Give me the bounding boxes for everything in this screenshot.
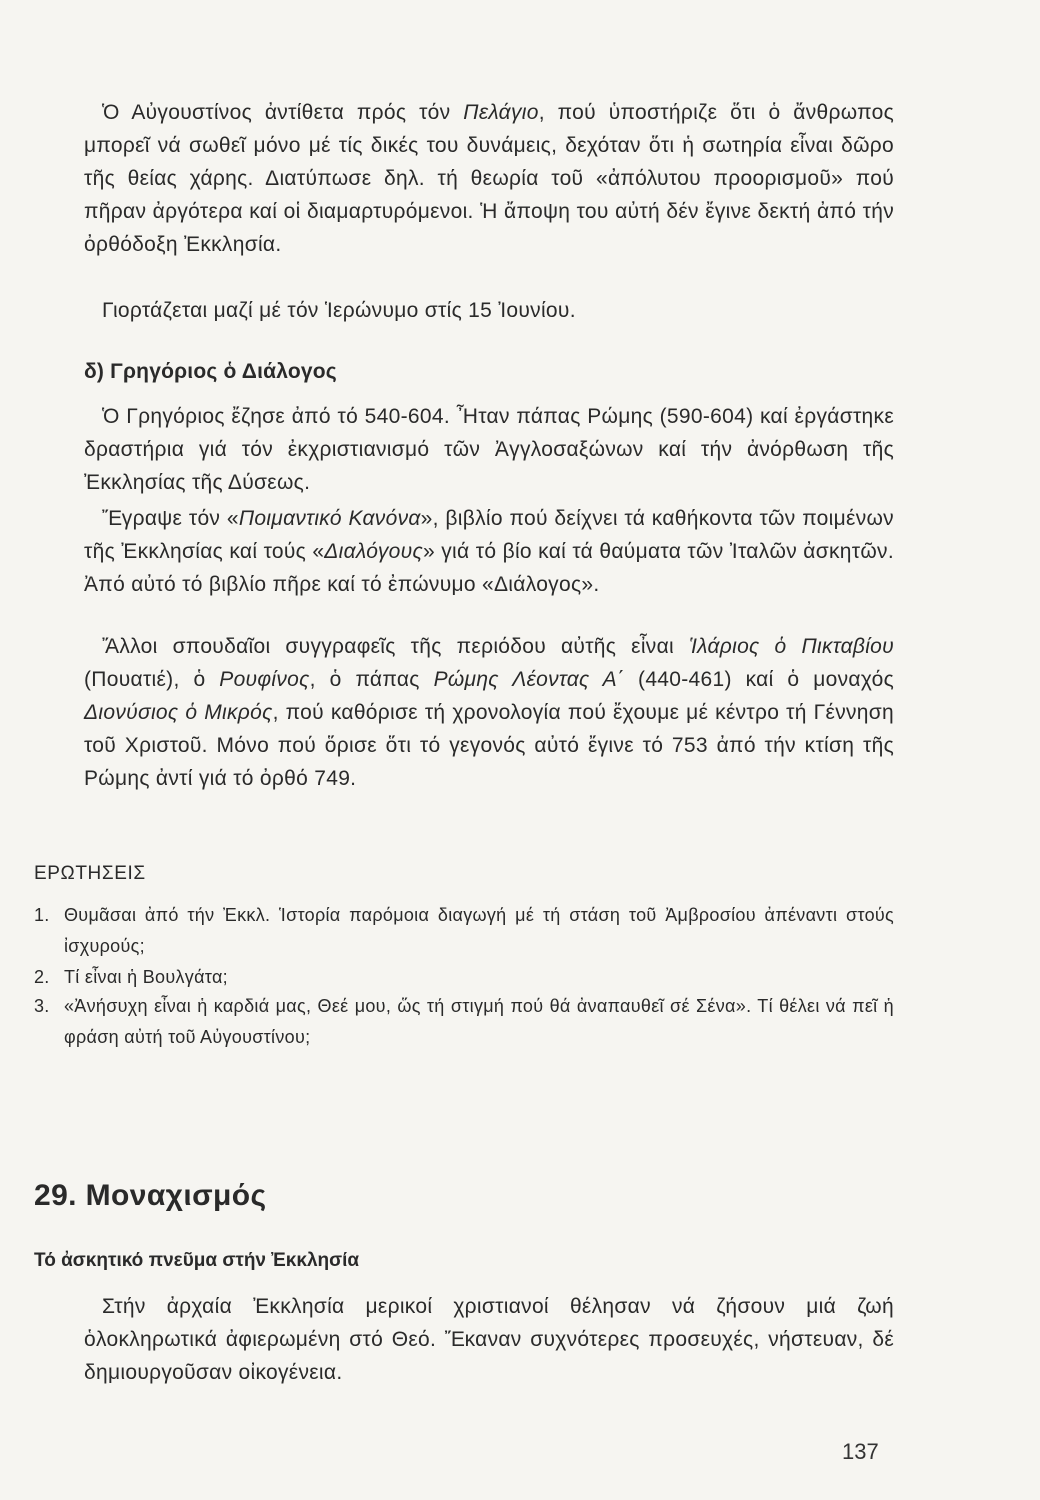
feast-day-paragraph: Γιορτάζεται μαζί μέ τόν Ἱερώνυμο στίς 15 Ἰουνίου.	[102, 299, 576, 322]
italic-name-dionysius: Διονύσιος ὁ Μικρός	[84, 701, 273, 724]
question-text: Τί εἶναι ἡ Βουλγάτα;	[64, 967, 228, 987]
text-run: Ἄλλοι σπουδαῖοι συγγραφεῖς τῆς περιόδου αὐτῆς εἶναι	[102, 635, 689, 658]
text-run: Ὁ Αὐγουστίνος ἀντίθετα πρός τόν	[102, 101, 464, 124]
page-number: 137	[842, 1439, 879, 1464]
text-run: , πού ὑποστήριζε ὅτι ὁ ἄνθρωπος μπορεῖ νά σωθεῖ μόνο μέ τίς δικές του δυνάμεις, δεχόταν ὅτι ἡ σωτηρία εἶναι δῶρο τῆς θείας χάρης. Διατύπωσε δηλ. τή θεωρία τοῦ «ἀπόλυτου προορισμοῦ» πού πῆραν ἀργότερα καί οἱ διαμαρτυρόμενοι. Ἡ ἄποψη του αὐτή δέν ἔγινε δεκτή ἀπό τήν ὀρθόδοξη Ἐκκλησία.	[84, 101, 895, 256]
question-item-2	[34, 962, 894, 993]
question-number: 2.	[34, 967, 50, 987]
question-item-1	[34, 900, 894, 962]
italic-title-dialogues: Διαλόγους	[324, 540, 424, 563]
augustine-paragraph	[84, 96, 894, 261]
text-run: , ὁ πάπας	[309, 668, 434, 691]
italic-name-pelagius: Πελάγιο	[463, 101, 539, 124]
ascetic-paragraph: Στήν ἀρχαία Ἐκκλησία μερικοί χριστιανοί θέλησαν νά ζήσουν μιά ζωή ὁλοκληρωτικά ἀφιερωμένη στό Θεό. Ἔκαναν συχνότερες προσευχές, νήστευαν, δέ δημιουργοῦσαν οἰκογένεια.	[84, 1295, 894, 1384]
gregory-works-paragraph	[84, 502, 894, 601]
chapter-title: 29. Μοναχισμός	[34, 1179, 267, 1212]
text-run: (Πουατιέ), ὁ	[84, 668, 220, 691]
italic-title-pastoral-rule: Ποιμαντικό Κανόνα	[238, 507, 421, 530]
questions-label: ΕΡΩΤΗΣΕΙΣ	[34, 863, 146, 884]
italic-name-leo: Ρώμης Λέοντας Α΄	[433, 668, 625, 691]
other-writers-paragraph	[84, 630, 894, 795]
text-run: , πού καθόρισε τή χρονολογία πού ἔχουμε μέ κέντρο τή Γέννηση τοῦ Χριστοῦ. Μόνο πού ὅρισε ὅτι τό γεγονός αὐτό ἔγινε τό 753 ἀπό τήν κτίση τῆς Ρώμης ἀντί γιά τό ὀρθό 749.	[84, 701, 895, 790]
italic-name-rufinus: Ρουφίνος	[219, 668, 310, 691]
gregory-section-heading: δ) Γρηγόριος ὁ Διάλογος	[84, 360, 337, 383]
text-run: » γιά τό βίο καί τά θαύματα τῶν Ἰταλῶν ἀσκητῶν. Ἀπό αὐτό τό βιβλίο πῆρε καί τό ἐπώνυμο «Διάλογος».	[84, 540, 894, 596]
ascetic-section-heading: Τό ἀσκητικό πνεῦμα στήν Ἐκκλησία	[34, 1250, 360, 1271]
question-item-3	[34, 991, 894, 1053]
question-number: 1.	[34, 905, 50, 925]
text-run: », βιβλίο πού δείχνει τά καθήκοντα τῶν ποιμένων τῆς Ἐκκλησίας καί τούς «	[84, 507, 894, 563]
question-text: Θυμᾶσαι ἀπό τήν Ἐκκλ. Ἱστορία παρόμοια διαγωγή μέ τή στάση τοῦ Ἀμβροσίου ἀπέναντι στούς ἰσχυρούς;	[64, 905, 894, 956]
question-number: 3.	[34, 996, 50, 1016]
question-text: «Ἀνήσυχη εἶναι ἡ καρδιά μας, Θεέ μου, ὥς τή στιγμή πού θά ἀναπαυθεῖ σέ Σένα». Τί θέλει νά πεῖ ἡ φράση αὐτή τοῦ Αὐγουστίνου;	[64, 996, 894, 1047]
text-run: Ἔγραψε τόν «	[102, 507, 239, 530]
gregory-life-paragraph: Ὁ Γρηγόριος ἔζησε ἀπό τό 540-604. Ἦταν πάπας Ρώμης (590-604) καί ἐργάστηκε δραστήρια γιά τόν ἐκχριστιανισμό τῶν Ἀγγλοσαξώνων καί τήν ἀνόρθωση τῆς Ἐκκλησίας τῆς Δύσεως.	[84, 405, 894, 494]
text-run: (440-461) καί ὁ μοναχός	[624, 668, 894, 691]
italic-name-hilary: Ἱλάριος ὁ Πικταβίου	[688, 635, 894, 658]
